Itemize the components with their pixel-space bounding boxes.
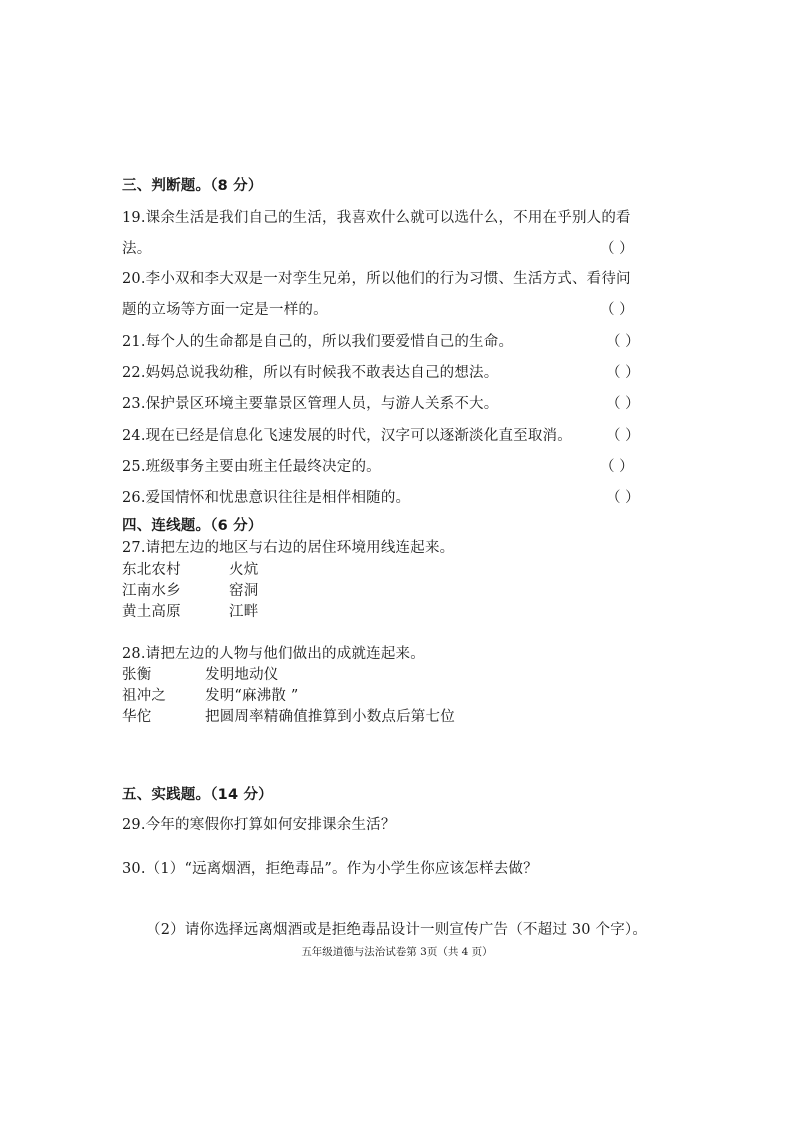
- q27-right-item-3[interactable]: 江畔: [229, 604, 259, 620]
- q28-left-item-2[interactable]: 祖冲之: [122, 688, 167, 704]
- section-5-title: 五、实践题。（14 分）: [122, 787, 273, 803]
- question-21: 21.每个人的生命都是自己的，所以我们要爱惜自己的生命。: [122, 334, 514, 350]
- question-20-answer-blank[interactable]: （ ）: [600, 302, 634, 318]
- question-26: 26.爱国情怀和忧患意识往往是相伴相随的。: [122, 490, 411, 506]
- question-25: 25.班级事务主要由班主任最终决定的。: [122, 459, 381, 475]
- section-3-title: 三、判断题。（8 分）: [122, 178, 263, 194]
- q28-right-item-3[interactable]: 把圆周率精确值推算到小数点后第七位: [205, 709, 455, 725]
- q27-left-item-2[interactable]: 江南水乡: [122, 583, 181, 599]
- question-21-answer-blank[interactable]: （ ）: [606, 334, 640, 350]
- q28-left-item-1[interactable]: 张衡: [122, 667, 152, 683]
- q27-right-item-2[interactable]: 窑洞: [229, 583, 259, 599]
- question-19-line-1: 19.课余生活是我们自己的生活，我喜欢什么就可以选什么，不用在乎别人的看: [122, 210, 631, 226]
- question-24-answer-blank[interactable]: （ ）: [606, 428, 640, 444]
- question-23: 23.保护景区环境主要靠景区管理人员，与游人关系不大。: [122, 396, 499, 412]
- question-29: 29.今年的寒假你打算如何安排课余生活？: [122, 817, 396, 833]
- question-19-answer-blank[interactable]: （ ）: [600, 241, 634, 257]
- q28-right-item-2[interactable]: 发明“麻沸散 ”: [205, 688, 299, 704]
- question-25-answer-blank[interactable]: （ ）: [600, 459, 634, 475]
- question-20-line-1: 20.李小双和李大双是一对孪生兄弟，所以他们的行为习惯、生活方式、看待问: [122, 271, 631, 287]
- question-22-answer-blank[interactable]: （ ）: [606, 365, 640, 381]
- section-4-title: 四、连线题。（6 分）: [122, 518, 263, 534]
- q27-left-item-1[interactable]: 东北农村: [122, 562, 181, 578]
- question-20-line-2: 题的立场等方面一定是一样的。: [122, 302, 328, 318]
- q27-right-item-1[interactable]: 火炕: [229, 562, 259, 578]
- q28-right-item-1[interactable]: 发明地动仪: [205, 667, 279, 683]
- question-27-prompt: 27.请把左边的地区与右边的居住环境用线连起来。: [122, 540, 455, 556]
- question-30-part-1: 30.（1）“远离烟酒，拒绝毒品”。作为小学生你应该怎样去做？: [122, 861, 538, 877]
- page-footer: 五年级道德与法治试卷第 3页（共 4 页）: [301, 946, 493, 958]
- question-22: 22.妈妈总说我幼稚，所以有时候我不敢表达自己的想法。: [122, 365, 499, 381]
- q27-left-item-3[interactable]: 黄土高原: [122, 604, 181, 620]
- question-24: 24.现在已经是信息化飞速发展的时代，汉字可以逐渐淡化直至取消。: [122, 428, 572, 444]
- q28-left-item-3[interactable]: 华佗: [122, 709, 152, 725]
- question-23-answer-blank[interactable]: （ ）: [606, 396, 640, 412]
- question-19-line-2: 法。: [122, 241, 152, 257]
- question-26-answer-blank[interactable]: （ ）: [606, 490, 640, 506]
- question-28-prompt: 28.请把左边的人物与他们做出的成就连起来。: [122, 646, 425, 662]
- question-30-part-2: （2）请你选择远离烟酒或是拒绝毒品设计一则宣传广告（不超过 30 个字）。: [146, 922, 648, 938]
